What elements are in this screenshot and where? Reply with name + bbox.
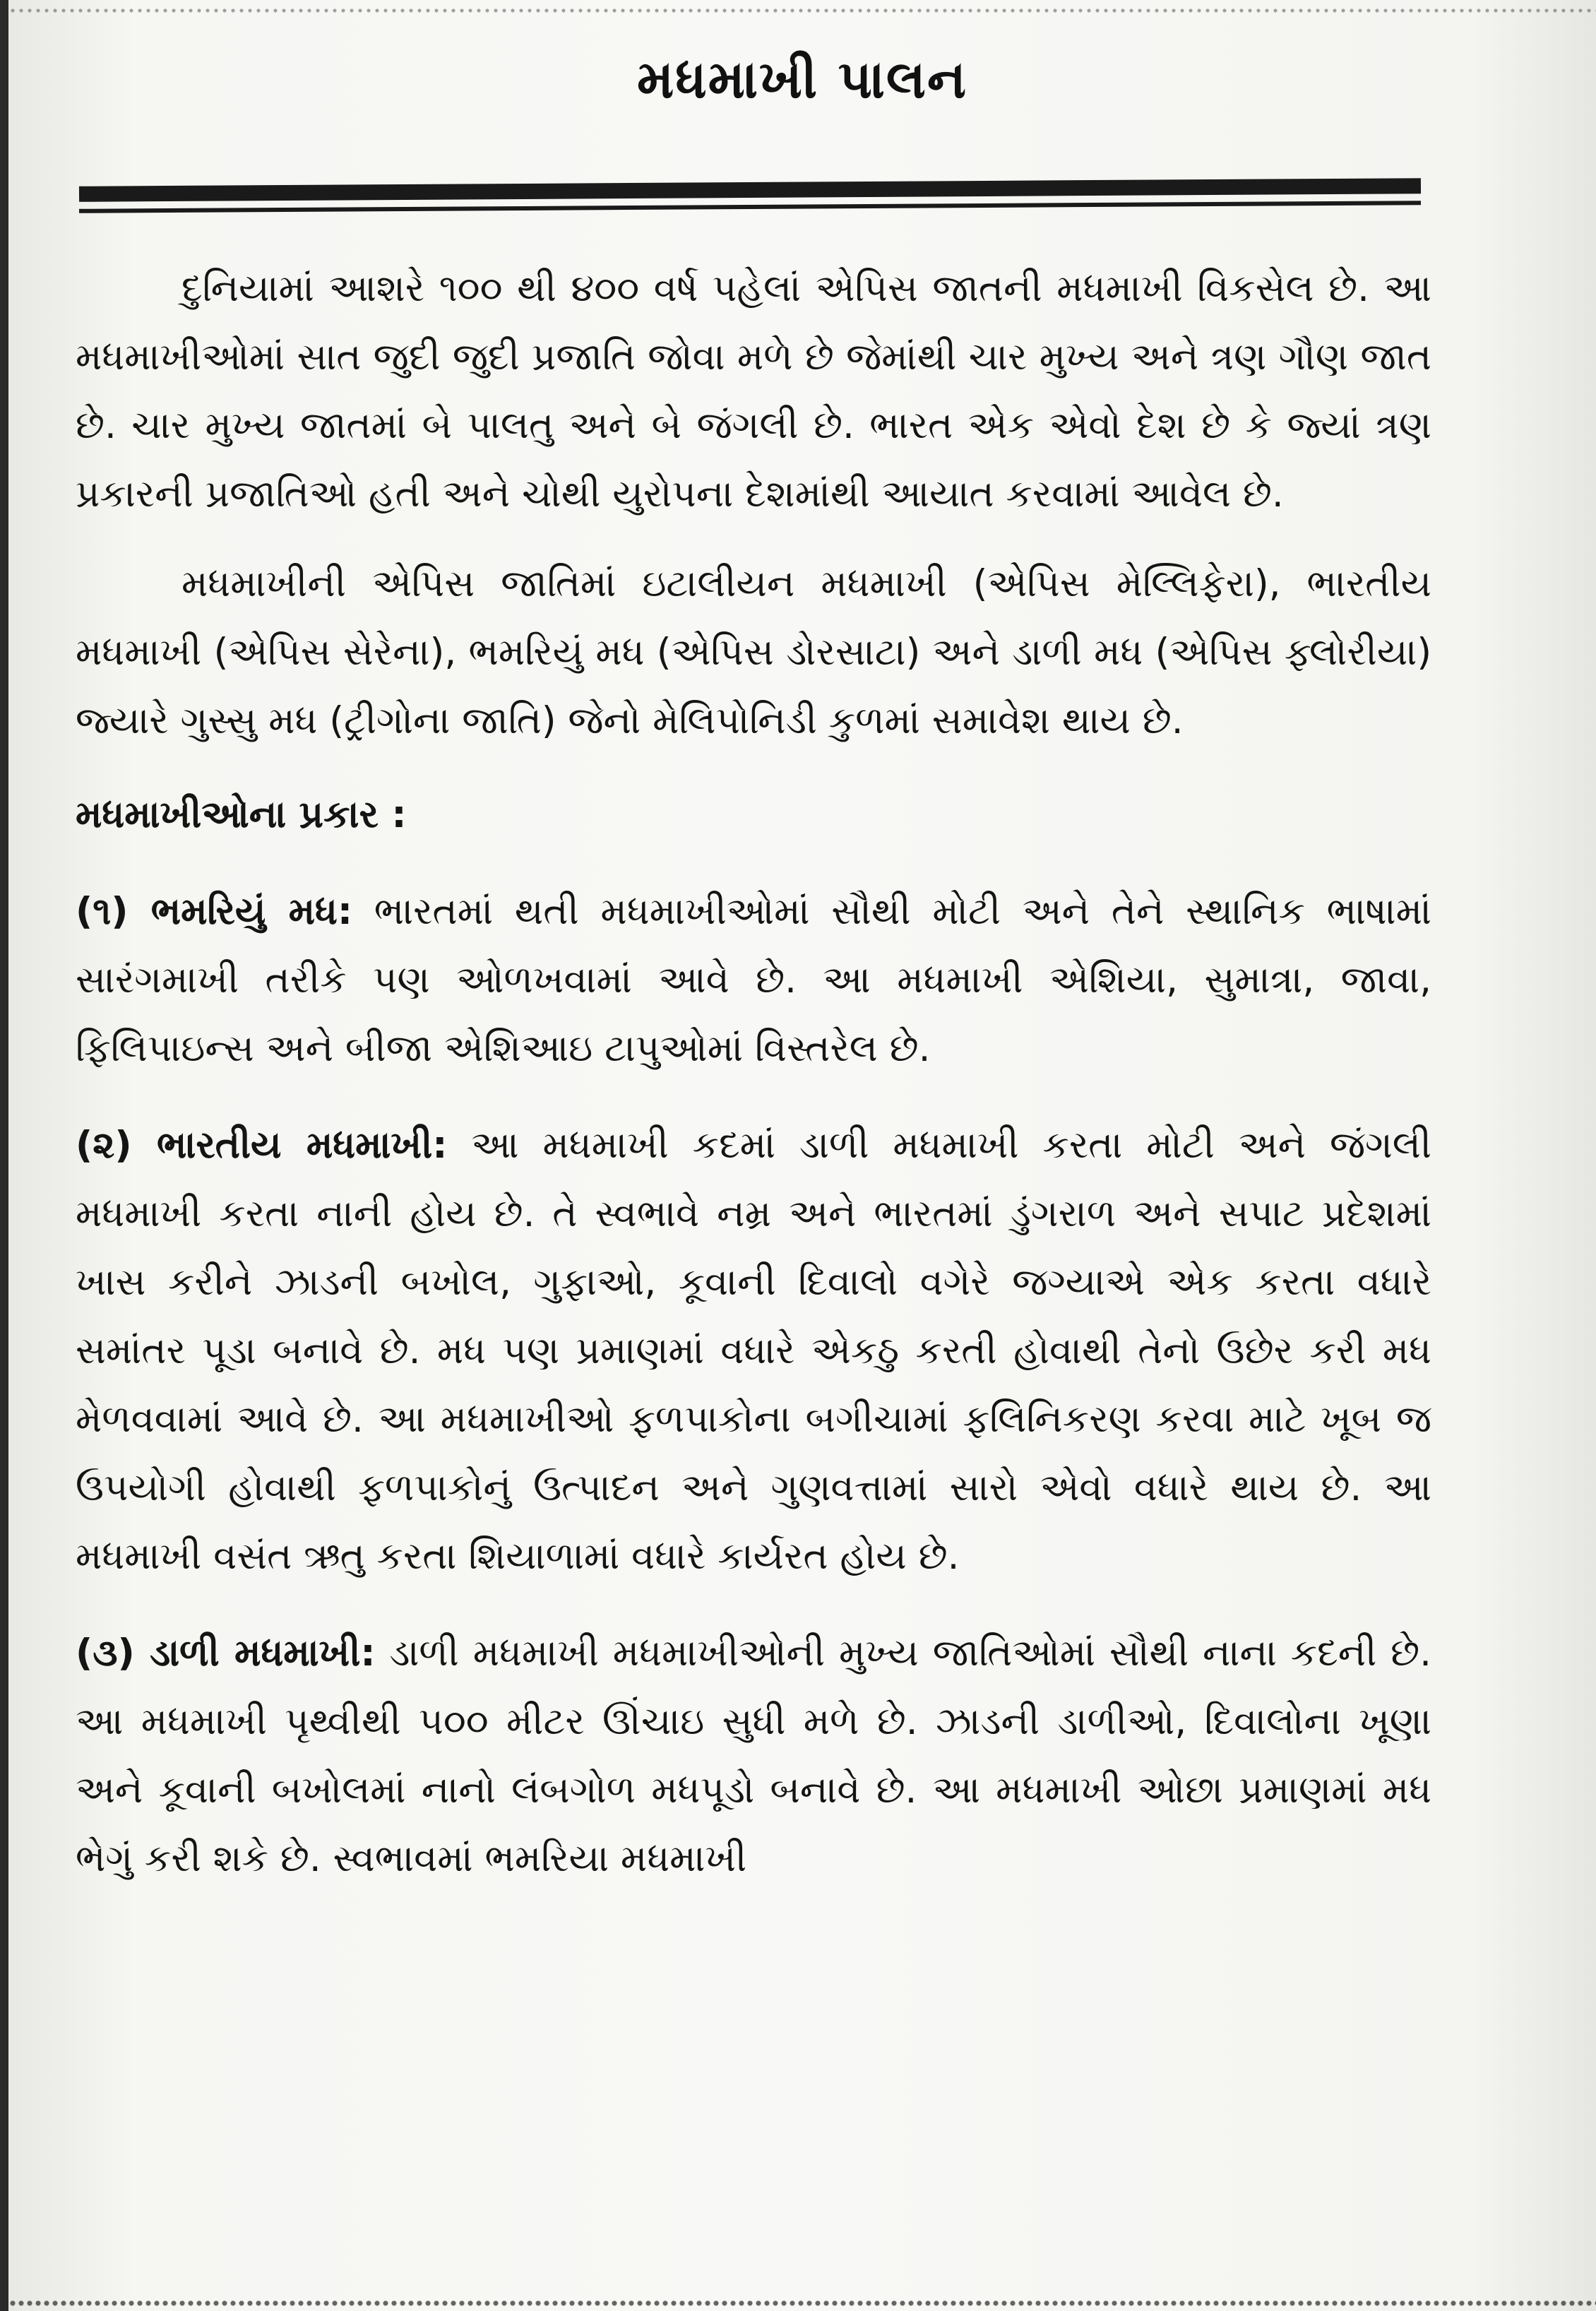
species-paragraph: મધમાખીની એપિસ જાતિમાં ઇટાલીયન મધમાખી (એપિસ મેલ્લિફેરા), ભારતીય મધમાખી (એપિસ સેરેના), ભમરિયું મધ (એપિસ ડોરસાટા) અને ડાળી મધ (એપિસ ફ્લોરીયા) જ્યારે ગુસ્સુ મધ (ટ્રીગોના જાતિ) જેનો મેલિપોનિડી કુળમાં સમાવેશ થાય છે. — [76, 562, 1431, 742]
page-title: મધમાખી પાલન — [636, 49, 967, 110]
bottom-border-dots — [8, 2295, 1596, 2311]
type-paragraph-3 — [76, 1619, 1431, 1893]
type-text-3: ડાળી મધમાખી મધમાખીઓની મુખ્ય જાતિઓમાં સૌથી નાના કદની છે. આ મધમાખી પૃથ્વીથી ૫૦૦ મીટર ઊંચાઇ સુધી મળે છે. ઝાડની ડાળીઓ, દિવાલોના ખૂણા અને કૂવાની બખોલમાં નાનો લંબગોળ મધપૂડો બનાવે છે. આ મધમાખી ઓછા પ્રમાણમાં મધ ભેગું કરી શકે છે. સ્વભાવમાં ભમરિયા મધમાખી — [76, 1632, 1431, 1880]
types-heading: મધમાખીઓના પ્રકાર : — [76, 793, 407, 836]
type-text-2: આ મધમાખી કદમાં ડાળી મધમાખી કરતા મોટી અને જંગલી મધમાખી કરતા નાની હોય છે. તે સ્વભાવે નમ્ર અને ભારતમાં ડુંગરાળ અને સપાટ પ્રદેશમાં ખાસ કરીને ઝાડની બખોલ, ગુફાઓ, કૂવાની દિવાલો વગેરે જગ્યાએ એક કરતા વધારે સમાંતર પૂડા બનાવે છે. મધ પણ પ્રમાણમાં વધારે એકઠુ કરતી હોવાથી તેનો ઉછેર કરી મધ મેળવવામાં આવે છે. આ મધમાખીઓ ફળપાકોના બગીચામાં ફલિનિકરણ કરવા માટે ખૂબ જ ઉપયોગી હોવાથી ફળપાકોનું ઉત્પાદન અને ગુણવત્તામાં સારો એવો વધારે થાય છે. આ મધમાખી વસંત ઋતુ કરતા શિયાળામાં વધારે કાર્યરત હોય છે. — [76, 1124, 1431, 1578]
title-rule-thick — [79, 178, 1421, 202]
intro-paragraph: દુનિયામાં આશરે ૧૦૦ થી ૪૦૦ વર્ષ પહેલાં એપિસ જાતની મધમાખી વિકસેલ છે. આ મધમાખીઓમાં સાત જુદી જુદી પ્રજાતિ જોવા મળે છે જેમાંથી ચાર મુખ્ય અને ત્રણ ગૌણ જાત છે. ચાર મુખ્ય જાતમાં બે પાલતુ અને બે જંગલી છે. ભારત એક એવો દેશ છે કે જ્યાં ત્રણ પ્રકારની પ્રજાતિઓ હતી અને ચોથી યુરોપના દેશમાંથી આયાત કરવામાં આવેલ છે. — [76, 267, 1431, 516]
type-lead-2: (૨) ભારતીય મધમાખી: — [76, 1124, 448, 1167]
type-lead-1: (૧) ભમરિયું મધ: — [76, 890, 353, 933]
type-paragraph-2 — [76, 1111, 1431, 1591]
title-rule-thin — [79, 201, 1421, 213]
document-page — [8, 0, 1596, 2311]
type-lead-3: (૩) ડાળી મધમાખી: — [76, 1632, 376, 1675]
type-paragraph-1 — [76, 877, 1431, 1083]
document-body — [76, 254, 1431, 1893]
type-text-1: ભારતમાં થતી મધમાખીઓમાં સૌથી મોટી અને તેને સ્થાનિક ભાષામાં સારંગમાખી તરીકે પણ ઓળખવામાં આવે છે. આ મધમાખી એશિયા, સુમાત્રા, જાવા, ફિલિપાઇન્સ અને બીજા એશિઆઇ ટાપુઓમાં વિસ્તરેલ છે. — [76, 890, 1431, 1070]
top-border-dots — [8, 6, 1596, 16]
